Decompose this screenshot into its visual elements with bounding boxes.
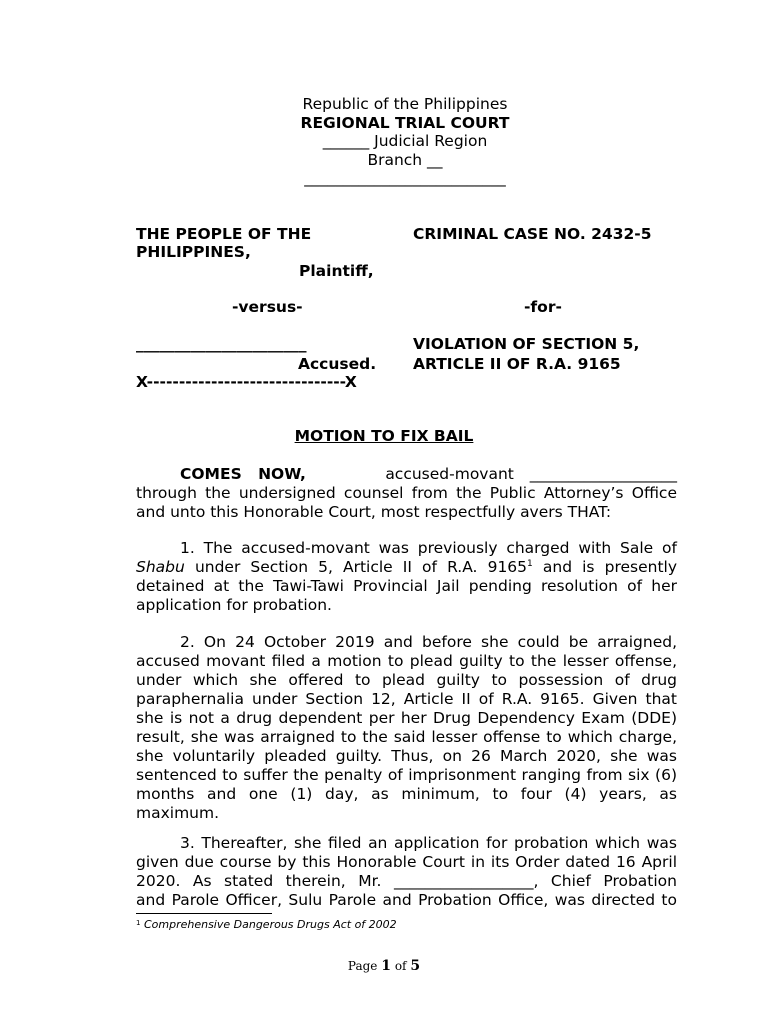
paragraph-3 (136, 834, 677, 910)
for-label: -for- (524, 298, 562, 316)
para1-line4: application for probation. (136, 596, 332, 614)
branch: Branch __ (367, 151, 443, 169)
para3-line: 3. Thereafter, she filed an application for probation which was (180, 834, 677, 852)
para1-line2-end: and is presently (542, 558, 678, 576)
of-word: of (394, 959, 407, 973)
para2-line: under which she offered to plead guilty to possession of drug (136, 671, 677, 689)
republic-heading: Republic of the Philippines (302, 95, 508, 113)
para2-line: she is not a drug dependent per her Drug Dependency Exam (DDE) (136, 709, 677, 727)
intro-line1-rest: accused-movant ___________________ (385, 465, 677, 483)
comes-now-phrase: COMES NOW, (180, 465, 306, 483)
accused-role: Accused. (298, 355, 377, 373)
intro-line2: through the undersigned counsel from the Public Attorney’s Office (136, 484, 677, 502)
violation-line1: VIOLATION OF SECTION 5, (413, 335, 640, 353)
court-heading: REGIONAL TRIAL COURT (300, 114, 510, 132)
footnote-separator (136, 913, 272, 914)
plaintiff-name-line2: PHILIPPINES, (136, 243, 251, 261)
intro-line3: and unto this Honorable Court, most respectfully avers THAT: (136, 503, 612, 521)
para2-line: accused movant filed a motion to plead guilty to the lesser offense, (136, 652, 677, 670)
document-title: MOTION TO FIX BAIL (294, 427, 474, 445)
plaintiff-role: Plaintiff, (299, 262, 374, 280)
para2-line: 2. On 24 October 2019 and before she could be arraigned, (180, 633, 677, 651)
para1-line3: detained at the Tawi-Tawi Provincial Jail pending resolution of her (136, 577, 677, 595)
para2-line: sentenced to suffer the penalty of imprisonment ranging from six (6) (136, 766, 677, 784)
versus-label: -versus- (232, 298, 303, 316)
para2-line: maximum. (136, 804, 220, 822)
paragraph-2 (136, 633, 677, 823)
page-indicator (0, 958, 768, 974)
paragraph-1 (136, 539, 677, 615)
para2-line: months and one (1) day, as minimum, to four (4) years, as (136, 785, 677, 803)
judicial-region: ______ Judicial Region (322, 132, 488, 150)
para3-line: given due course by this Honorable Court in its Order dated 16 April (136, 853, 677, 871)
para2-line: paraphernalia under Section 12, Article II of R.A. 9165. Given that (136, 690, 677, 708)
page-word: Page (347, 959, 378, 973)
footnote-reference: 1 (527, 559, 533, 569)
para2-line: result, she was arraigned to the said lesser offense to which charge, (136, 728, 677, 746)
accused-name-blank: ______________________ (136, 335, 307, 353)
footnote (136, 918, 397, 931)
violation-line2: ARTICLE II OF R.A. 9165 (413, 355, 621, 373)
current-page: 1 (381, 958, 391, 974)
footnote-text: Comprehensive Dangerous Drugs Act of 2002 (143, 918, 397, 931)
footnote-mark: 1 (136, 919, 141, 927)
header-rule: __________________________ (304, 169, 506, 187)
para1-line2-mid: under Section 5, Article II of R.A. 9165 (194, 558, 528, 576)
case-number: CRIMINAL CASE NO. 2432-5 (413, 225, 652, 243)
para2-line: she voluntarily pleaded guilty. Thus, on 26 March 2020, she was (136, 747, 677, 765)
intro-paragraph (136, 465, 677, 522)
para3-line: and Parole Officer, Sulu Parole and Probation Office, was directed to (136, 891, 677, 909)
caption-x-line: X-------------------------------X (136, 373, 357, 391)
shabu-term: Shabu (136, 558, 185, 576)
para3-line: 2020. As stated therein, Mr. __________________, Chief Probation (136, 872, 677, 890)
total-pages: 5 (410, 958, 421, 974)
para1-line1: 1. The accused-movant was previously charged with Sale of (180, 539, 677, 557)
plaintiff-name-line1: THE PEOPLE OF THE (136, 225, 312, 243)
